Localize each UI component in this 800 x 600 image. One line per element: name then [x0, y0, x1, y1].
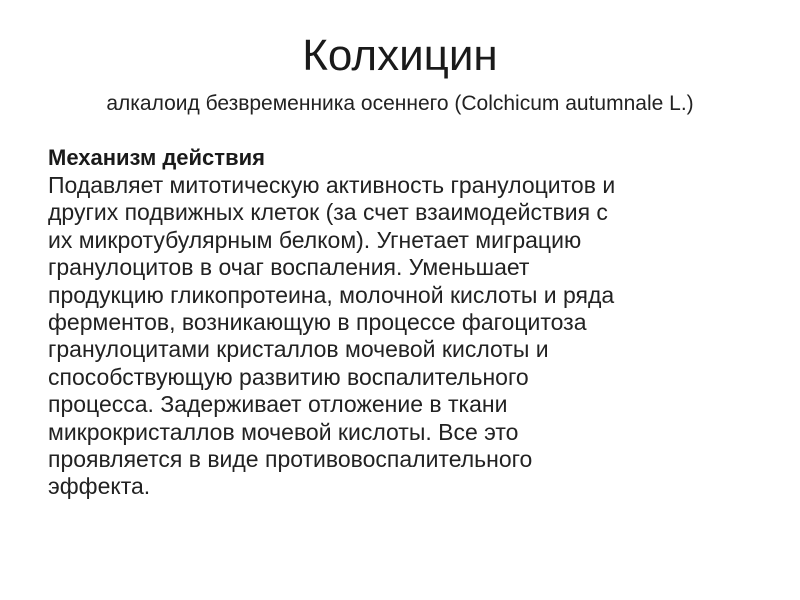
- body-line: процесса. Задерживает отложение в ткани: [48, 391, 508, 418]
- body-line: проявляется в виде противовоспалительного: [48, 446, 533, 473]
- body-line: микрокристаллов мочевой кислоты. Все это: [48, 418, 519, 445]
- body-line: гранулоцитов в очаг воспаления. Уменьшает: [48, 254, 530, 281]
- body-line: их микротубулярным белком). Угнетает миграцию: [48, 226, 582, 253]
- body-line: гранулоцитами кристаллов мочевой кислоты и: [48, 336, 549, 363]
- body-line: продукцию гликопротеина, молочной кислоты и ряда: [48, 281, 615, 308]
- body-line: Подавляет митотическую активность гранулоцитов и: [48, 172, 616, 198]
- slide-subtitle: алкалоид безвременника осеннего (Colchicum autumnale L.): [106, 92, 694, 115]
- body-line: эффекта.: [48, 473, 151, 500]
- body-line: других подвижных клеток (за счет взаимодействия с: [48, 199, 608, 226]
- slide-title: Колхицин: [302, 31, 498, 80]
- body-paragraph: [48, 172, 768, 501]
- section-heading: Механизм действия: [48, 145, 265, 170]
- body-line: способствующую развитию воспалительного: [48, 363, 529, 390]
- body-line: ферментов, возникающую в процессе фагоцитоза: [48, 309, 587, 336]
